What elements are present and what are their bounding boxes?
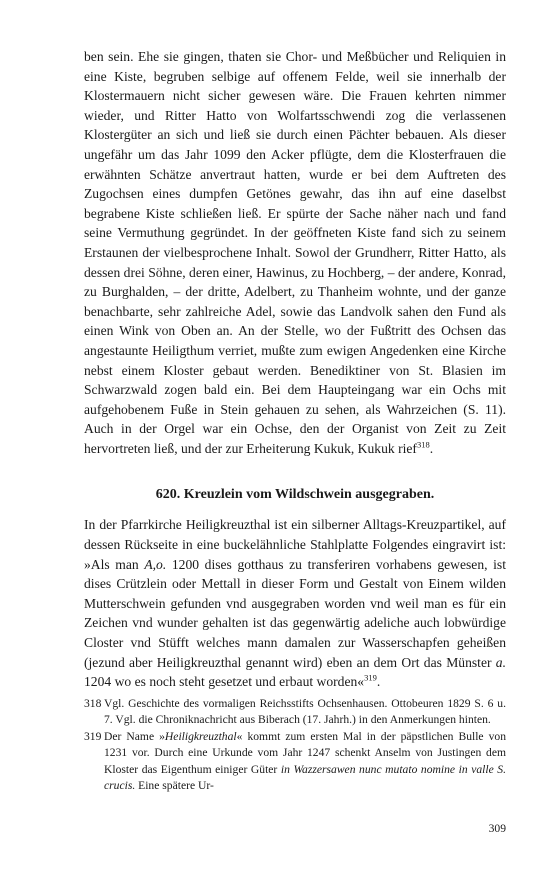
paragraph-text: In der Pfarrkirche Heiligkreuzthal ist ein silberner Alltags-Kreuzpartikel, auf dessen Rückseite in eine buckelähnliche Stahlplatte Folgendes eingravirt ist: »Als man — [84, 517, 506, 572]
footnote-reference[interactable]: 319 — [364, 672, 377, 683]
footnotes-section — [84, 696, 506, 794]
footnote-italic: in Wazzersawen nunc mutato nomine in valle S. crucis. — [104, 762, 506, 792]
section-heading: 620. Kreuzlein vom Wildschwein ausgegraben. — [155, 487, 435, 503]
footnote-number: 319 — [84, 730, 102, 744]
footnote-italic: Heiligkreuzthal — [164, 730, 237, 744]
footnote-text-part: Der Name » — [104, 730, 165, 744]
footnote-text: Vgl. Geschichte des vormaligen Reichsstifts Ochsenhausen. Ottobeuren 1829 S. 6 u. 7. Vgl. die Chroniknachricht aus Biberach (17. Jahrh.) in den Anmerkungen hinten. — [104, 696, 506, 727]
italic-abbreviation: A,o. — [144, 556, 167, 572]
paragraph-text: 1204 wo es noch steht gesetzet und erbaut worden« — [84, 674, 365, 690]
footnote-text-part: « kommt zum ersten Mal in der päpstlichen Bulle von 1231 vor. Durch eine Urkunde vom Jahr 1247 schenkt Anselm von Justingen dem Kloster das Eigenthum einiger Güter — [104, 730, 506, 776]
paragraph-end: . — [376, 674, 381, 690]
footnote-318 — [84, 696, 506, 728]
footnote-number: 318 — [84, 696, 102, 710]
paragraph-text: 1200 dises gotthaus zu transferiren vorhabens gewesen, ist dises Crützlein oder Mettall in dieser Form und Gestalt von Einem wilden Mutterschwein gefunden vnd ausgegraben worden vnd weil man es für ein Zeichen vnd wunder gehalten ist das gegenwärtig adeliche auch lobwürdige Closter vnd Stüfft welches mann damalen zur Wasserschapfen geheißen (jezund aber Heiligkreuzthal genannt wird) eben an dem Ort das Münster — [84, 556, 506, 670]
footnote-text — [104, 729, 506, 794]
paragraph-end: . — [429, 440, 434, 456]
footnote-reference[interactable]: 318 — [416, 439, 430, 450]
document-page — [84, 47, 506, 795]
page-number: 309 — [488, 822, 506, 835]
footnote-text-part: Eine spätere Ur- — [135, 778, 214, 792]
paragraph-story-continuation — [84, 47, 506, 458]
paragraph-text: ben sein. Ehe sie gingen, thaten sie Chor- und Meßbücher und Reliquien in eine Kiste, begruben selbige auf offenem Felde, weil sie innerhalb der Klostermauern nicht sicher gewesen wäre. Die Frauen kehrten nimmer wieder, und Ritter Hatto von Wolfartsschwendi zog die verlassenen Klostergüter an sich und ließ sie durch einen Pächter bebauen. Als dieser ungefähr um das Jahr 1099 den Acker pflügte, dem die Klosterfrauen die erwähnten Schätze anvertraut hatten, wurde er bei dem Auftreten des Zugochsen eines dumpfen Getönes gewahr, das ihn auf eine daselbst begrabene Kiste schließen ließ. Er spürte der Sache näher nach und fand seine Vermuthung gegründet. In der geöffneten Kiste fand sich zu seinem Erstaunen der vielbesprochene Inhalt. Sowol der Grundherr, Ritter Hatto, als dessen drei Söhne, deren einer, Hawinus, zu Hochberg, – der andere, Konrad, zu Burghalden, – der dritte, Adelbert, zu Thanheim wohnte, und der ganze benachbarte, sehr zahlreiche Adel, sowie das Landvolk sahen den Fund als einen Wink von Oben an. An der Stelle, wo der Fußtritt des Ochsen das angestaunte Heiligthum verriet, mußte zum ewigen Angedenken eine Kirche nebst einem Kloster gebaut werden. Benediktiner von St. Blasien im Schwarzwald zogen bald ein. Bei dem Haupteingang war ein Ochs mit aufgehobenem Fuße in Stein gehauen zu sehen, als Wahrzeichen (S. 11). Auch in der Orgel war ein Ochse, den der Organist von Zeit zu Zeit hervortreten ließ, und der zur Erheiterung Kukuk, Kukuk rief — [84, 49, 506, 456]
italic-abbreviation: a. — [495, 654, 506, 670]
footnote-319 — [84, 729, 506, 794]
paragraph-kreuzlein — [84, 515, 506, 691]
